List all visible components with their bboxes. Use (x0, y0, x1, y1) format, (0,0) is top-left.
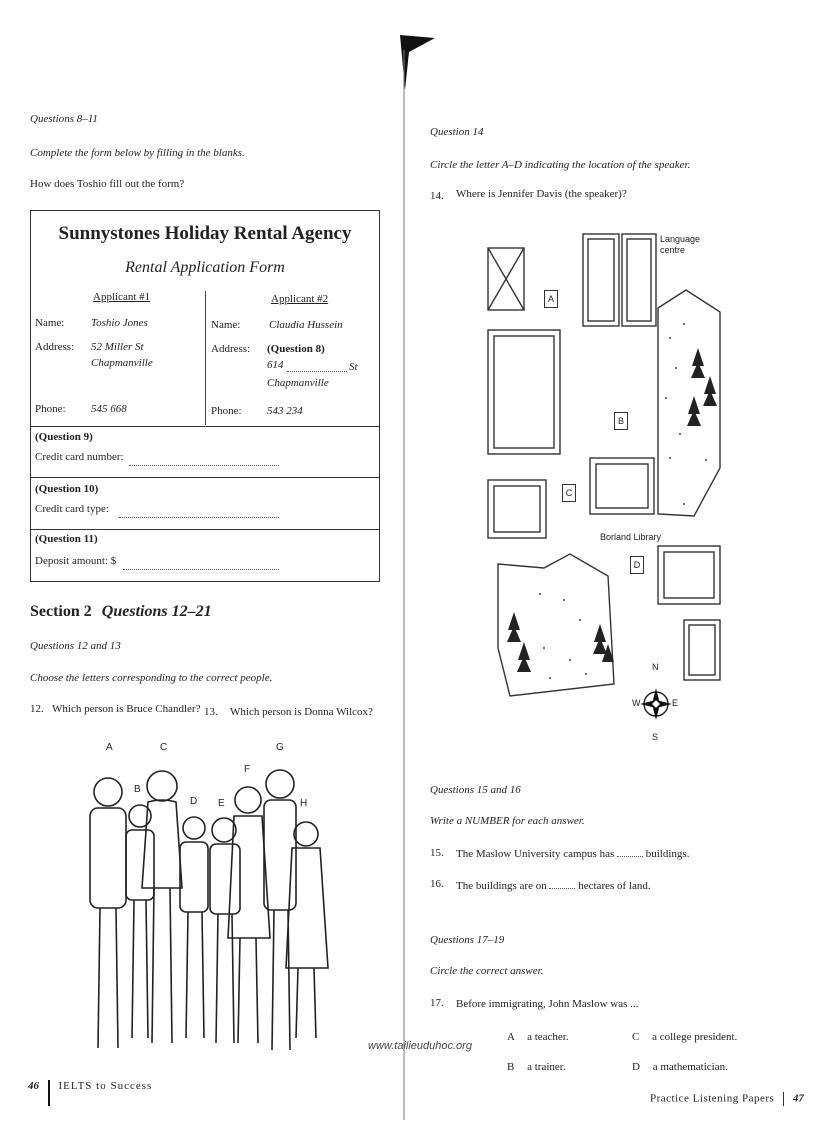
q14-heading: Question 14 (430, 126, 484, 138)
a2-phone-label: Phone: (211, 405, 242, 417)
left-book-title: IELTS to Success (58, 1080, 153, 1092)
campus-map (480, 228, 740, 748)
row-divider-q11 (31, 529, 379, 530)
person-letter-h: H (300, 798, 308, 809)
credit-card-type-blank[interactable] (119, 509, 279, 518)
q14-instruction: Circle the letter A–D indicating the location of the speaker. (430, 159, 691, 171)
rental-form (30, 210, 380, 582)
right-book-title: Practice Listening Papers (650, 1092, 775, 1105)
q17-option-b-text: a trainer. (527, 1061, 566, 1073)
map-letter-b[interactable]: B (614, 412, 628, 430)
q12-13-heading: Questions 12 and 13 (30, 640, 121, 652)
q15-text (456, 848, 689, 860)
q14-number: 14. (430, 190, 444, 202)
q17-text: Before immigrating, John Maslow was ... (456, 998, 639, 1010)
q16-text (456, 880, 651, 892)
section-title: Section 2 (30, 603, 92, 620)
person-letter-g: G (276, 742, 284, 753)
people-illustration (70, 738, 340, 1068)
a2-address-label: Address: (211, 343, 251, 355)
q17-option-d-text: a mathematician. (652, 1061, 728, 1073)
applicant1-header: Applicant #1 (93, 291, 151, 303)
q11-label: (Question 11) (35, 533, 98, 545)
q8-11-instruction: Complete the form below by filling in the blanks. (30, 147, 245, 159)
compass-north: N (652, 662, 659, 672)
person-letter-d: D (190, 796, 198, 807)
q14-text: Where is Jennifer Davis (the speaker)? (456, 188, 627, 200)
q13-number: 13. (204, 706, 218, 718)
q10-field-label: Credit card type: (35, 503, 109, 515)
section-questions: Questions 12–21 (101, 603, 212, 620)
q16-text-a: The buildings are on (456, 880, 547, 892)
a1-address-line2: Chapmanville (91, 357, 153, 369)
q17-option-c-text: a college president. (652, 1031, 738, 1043)
watermark: www.tailieuduhoc.org (368, 1040, 472, 1052)
q16-number: 16. (430, 878, 444, 890)
q17-option-a-text: a teacher. (527, 1031, 569, 1043)
people-drawing (70, 738, 340, 1068)
q13-text: Which person is Donna Wilcox? (230, 706, 373, 718)
a1-name-value: Toshio Jones (91, 317, 148, 329)
q9-field-label: Credit card number: (35, 451, 124, 463)
person-letter-c: C (160, 742, 168, 753)
q15-blank[interactable] (617, 850, 643, 857)
compass-east: E (672, 698, 679, 708)
compass-west: W (632, 698, 641, 708)
q15-text-b: buildings. (645, 848, 690, 860)
q15-16-heading: Questions 15 and 16 (430, 784, 521, 796)
q17-option-c-letter: C (632, 1031, 640, 1043)
a2-address-number: 614 (267, 359, 284, 371)
q17-number: 17. (430, 997, 444, 1009)
left-footer (28, 1080, 152, 1106)
left-page-number: 46 (28, 1080, 39, 1092)
a1-address-line1: 52 Miller St (91, 341, 144, 353)
person-letter-a: A (106, 742, 113, 753)
a2-name-value: Claudia Hussein (269, 319, 343, 331)
q12-number: 12. (30, 703, 44, 715)
language-centre-line1: Language (660, 234, 701, 244)
a2-address-blank[interactable] (287, 363, 347, 372)
compass-south: S (652, 732, 659, 742)
q17-option-a-letter: A (507, 1031, 515, 1043)
q15-text-a: The Maslow University campus has (456, 848, 615, 860)
q11-field-label: Deposit amount: $ (35, 555, 117, 567)
q17-option-c[interactable] (632, 1031, 737, 1043)
a2-address-line2: Chapmanville (267, 377, 329, 389)
row-divider-q9 (31, 426, 379, 427)
a1-name-label: Name: (35, 317, 65, 329)
a2-address-st: St (349, 361, 358, 373)
map-letter-a[interactable]: A (544, 290, 558, 308)
a1-address-label: Address: (35, 341, 75, 353)
row-divider-q10 (31, 477, 379, 478)
person-letter-e: E (218, 798, 225, 809)
q17-19-instruction: Circle the correct answer. (430, 965, 544, 977)
q16-blank[interactable] (549, 882, 575, 889)
agency-title: Sunnystones Holiday Rental Agency (58, 223, 352, 244)
q17-option-a[interactable] (507, 1031, 569, 1043)
q8-11-question: How does Toshio fill out the form? (30, 178, 185, 190)
right-footer (650, 1092, 804, 1106)
q17-option-d[interactable] (632, 1061, 728, 1073)
a1-phone-value: 545 668 (91, 403, 127, 415)
a1-phone-label: Phone: (35, 403, 66, 415)
credit-card-number-blank[interactable] (129, 457, 279, 466)
right-footer-bar (783, 1092, 784, 1106)
campus-map-drawing (480, 228, 740, 748)
q16-text-b: hectares of land. (578, 880, 651, 892)
applicant2-header: Applicant #2 (271, 293, 329, 305)
section-heading (30, 603, 212, 621)
q9-label: (Question 9) (35, 431, 93, 443)
q8-11-heading: Questions 8–11 (30, 113, 98, 125)
person-letter-f: F (244, 764, 251, 775)
q15-16-instruction: Write a NUMBER for each answer. (430, 815, 585, 827)
form-subtitle: Rental Application Form (125, 259, 285, 276)
q12-13-instruction: Choose the letters corresponding to the correct people. (30, 672, 273, 684)
map-letter-c[interactable]: C (562, 484, 576, 502)
q17-option-b[interactable] (507, 1061, 566, 1073)
language-centre-line2: centre (660, 245, 686, 255)
q17-19-heading: Questions 17–19 (430, 934, 505, 946)
deposit-amount-blank[interactable] (123, 561, 279, 570)
borland-library-label: Borland Library (600, 532, 662, 542)
right-page-number: 47 (792, 1092, 804, 1105)
q17-option-b-letter: B (507, 1061, 515, 1073)
q10-label: (Question 10) (35, 483, 99, 495)
language-centre-label (660, 234, 700, 256)
column-divider (205, 291, 206, 425)
person-letter-b: B (134, 784, 141, 795)
a2-phone-value: 543 234 (267, 405, 303, 417)
q12-text: Which person is Bruce Chandler? (52, 703, 201, 715)
left-footer-bar (48, 1080, 50, 1106)
q17-option-d-letter: D (632, 1061, 640, 1073)
a2-name-label: Name: (211, 319, 241, 331)
map-letter-d[interactable]: D (630, 556, 644, 574)
a2-question8-label: (Question 8) (267, 343, 325, 355)
q15-number: 15. (430, 847, 444, 859)
